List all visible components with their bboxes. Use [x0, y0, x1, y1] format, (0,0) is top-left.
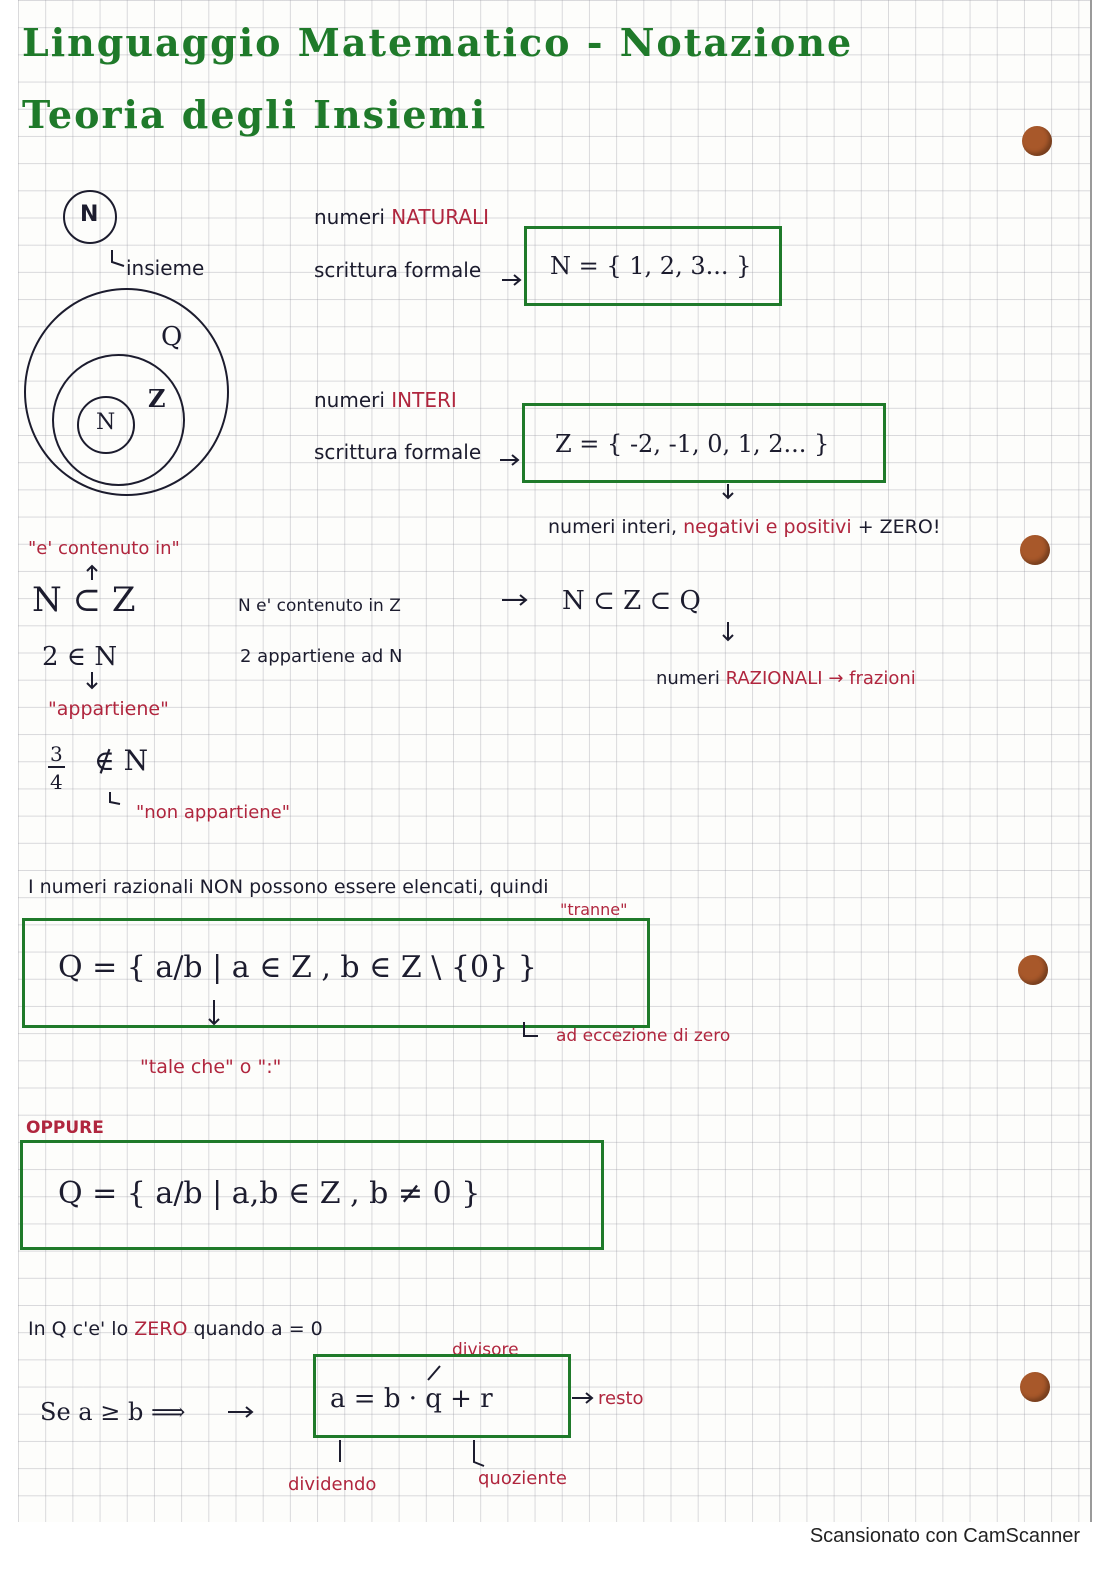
integers-formal-label: scrittura formale [314, 440, 482, 464]
rationals-prefix: numeri [656, 668, 720, 689]
implies-arrow [228, 1407, 252, 1417]
belongs-expression: 2 ∈ N [42, 642, 118, 672]
contained-caption: "e' contenuto in" [28, 538, 180, 559]
integers-prefix: numeri [314, 388, 385, 412]
divisor-caption: divisore [452, 1340, 519, 1360]
chain-expression: N ⊂ Z ⊂ Q [562, 586, 701, 616]
division-formula: a = b · q + r [330, 1384, 493, 1414]
naturals-arrow [502, 275, 520, 285]
insieme-arrow [112, 250, 124, 266]
contained-arrow [87, 566, 97, 580]
venn-label-n: N [96, 410, 116, 435]
not-belongs-numerator: 3 [50, 742, 63, 766]
quotient-caption: quoziente [478, 1468, 567, 1489]
rationals-arrow [723, 622, 733, 640]
not-belongs-expression: ∉ N [94, 744, 149, 777]
scanner-footer: Scansionato con CamScanner [809, 1525, 1080, 1547]
venn-label-z: Z [148, 384, 166, 413]
belongs-arrow [87, 672, 97, 688]
integers-note-prefix: numeri interi, [548, 516, 678, 538]
rationals-name: RAZIONALI [725, 668, 823, 689]
such-that-arrow [209, 1000, 219, 1024]
subset-reading: N e' contenuto in Z [238, 596, 401, 616]
zero-note-prefix: In Q c'e' lo [28, 1318, 129, 1340]
not-belongs-caption: "non appartiene" [136, 802, 291, 823]
integers-arrow [500, 455, 518, 465]
quotient-arrow [474, 1440, 484, 1466]
rationals-suffix: → frazioni [828, 668, 916, 689]
rationals-formula-2: Q = { a/b | a,b ∈ Z , b ≠ 0 } [58, 1176, 481, 1211]
not-belongs-arrow [110, 792, 120, 804]
dividend-caption: dividendo [288, 1474, 377, 1495]
divisor-arrow [428, 1366, 440, 1380]
zero-note-suffix: quando a = 0 [193, 1318, 323, 1340]
division-condition: Se a ≥ b ⟹ [40, 1398, 186, 1426]
naturals-prefix: numeri [314, 205, 385, 229]
except-caption: "tranne" [560, 900, 628, 919]
page-subtitle: Teoria degli Insiemi [22, 92, 488, 137]
chain-arrow [502, 595, 526, 605]
set-symbol-label: N [80, 202, 99, 227]
integers-note-colored: negativi e positivi [683, 516, 852, 538]
naturals-formal-label: scrittura formale [314, 258, 482, 282]
naturals-formula: N = { 1, 2, 3... } [550, 252, 752, 280]
belongs-reading: 2 appartiene ad N [240, 646, 403, 667]
remainder-caption: resto [598, 1388, 644, 1409]
integers-name: INTERI [391, 388, 457, 412]
naturals-name: NATURALI [391, 205, 490, 229]
except-zero-caption: ad eccezione di zero [556, 1026, 731, 1046]
integers-note-suffix: + ZERO! [857, 516, 941, 538]
set-caption: insieme [126, 256, 205, 280]
page-title: Linguaggio Matematico - Notazione [22, 20, 854, 65]
integers-formula: Z = { -2, -1, 0, 1, 2... } [555, 430, 830, 458]
not-belongs-denominator: 4 [50, 770, 63, 794]
integers-note-arrow [723, 484, 733, 498]
belongs-caption: "appartiene" [48, 698, 169, 720]
subset-expression: N ⊂ Z [32, 580, 136, 620]
rationals-formula-1: Q = { a/b | a ∈ Z , b ∈ Z \ {0} } [58, 950, 537, 985]
zero-note-word: ZERO [134, 1318, 188, 1340]
oppure-label: OPPURE [26, 1118, 104, 1138]
remainder-arrow [572, 1393, 592, 1403]
rationals-intro: I numeri razionali NON possono essere elencati, quindi [28, 876, 549, 898]
venn-label-q: Q [161, 322, 183, 352]
such-that-caption: "tale che" o ":" [140, 1056, 282, 1078]
except-zero-arrow [524, 1022, 538, 1036]
